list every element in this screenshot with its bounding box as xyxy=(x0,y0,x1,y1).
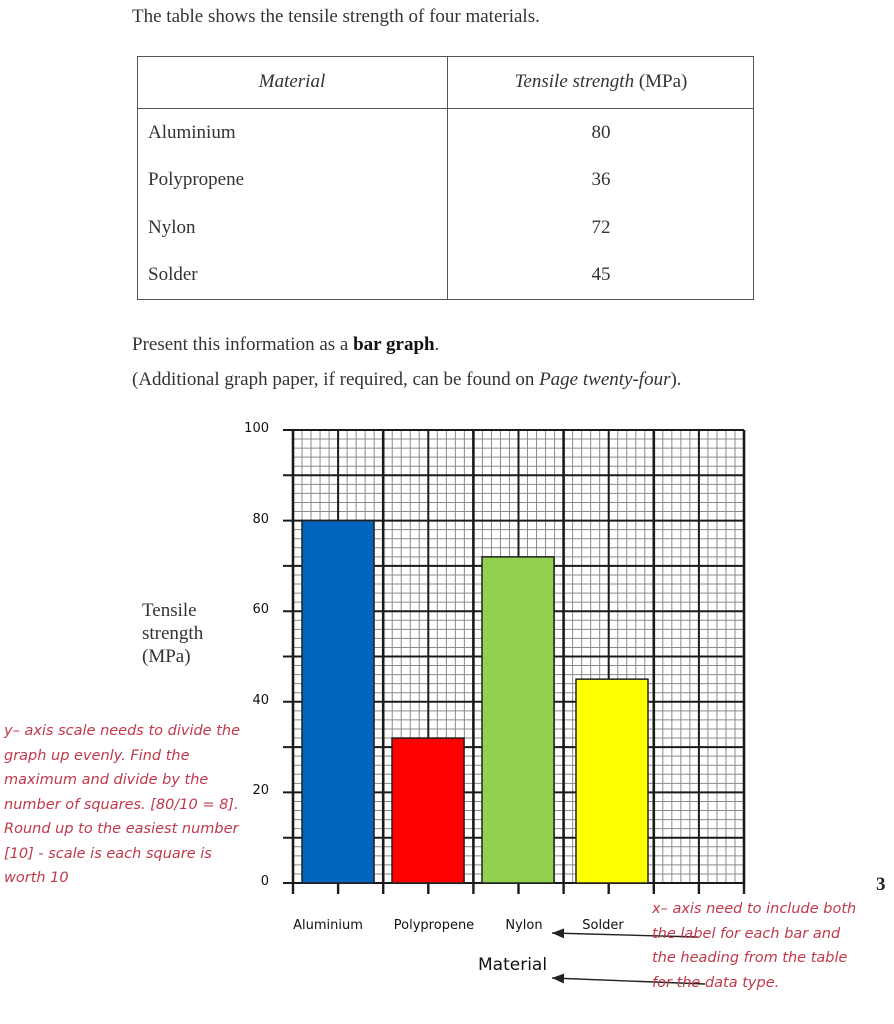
strength-cell: 80 xyxy=(591,121,611,143)
question-emphasis: bar graph xyxy=(353,334,435,355)
bar-solder xyxy=(576,679,648,883)
x-note-line: for the data type. xyxy=(652,974,780,991)
y-tick-label: 40 xyxy=(252,692,269,708)
additional-paper-text-end: ). xyxy=(670,369,682,390)
header-strength-unit: (MPa) xyxy=(634,71,688,92)
y-tick-label: 60 xyxy=(252,602,269,618)
bar-polypropene xyxy=(392,738,464,883)
page-number: 3 xyxy=(876,874,886,895)
x-category-label: Solder xyxy=(582,918,624,933)
x-note-line: the label for each bar and xyxy=(652,925,841,942)
y-axis-label: Tensile strength (MPa) xyxy=(142,600,204,667)
question-text: Present this information as a xyxy=(132,334,354,355)
material-cell: Aluminium xyxy=(137,109,448,157)
question-text-end: . xyxy=(434,334,440,355)
strength-cell: 36 xyxy=(591,169,611,191)
x-category-label: Aluminium xyxy=(293,918,363,933)
y-tick-label: 0 xyxy=(260,874,269,889)
strength-cell: 72 xyxy=(591,216,611,238)
intro-text: The table shows the tensile strength of four materials. xyxy=(132,6,540,27)
x-note-line: x– axis need to include both xyxy=(652,901,857,917)
material-cell: Solder xyxy=(137,252,448,300)
y-tick-label: 100 xyxy=(244,421,269,436)
y-axis-annotation: y– axis scale needs to divide the graph up evenly. Find the maximum and divide by the number of squares. [80/10 = 8]. Round up to the easiest number [10] - scale is each square is worth 10 xyxy=(4,723,241,886)
x-axis-title: Material xyxy=(478,955,548,975)
page-reference: Page twenty-four xyxy=(539,369,671,390)
arrow-to-axis-title-head xyxy=(552,973,564,983)
x-category-label: Nylon xyxy=(505,918,543,933)
x-axis-annotation xyxy=(652,897,892,995)
strength-cell: 45 xyxy=(591,264,611,286)
additional-paper-text: (Additional graph paper, if required, can be found on xyxy=(132,369,540,390)
y-tick-label: 20 xyxy=(252,783,269,799)
header-strength-label: Tensile strength xyxy=(514,71,635,92)
material-cell: Nylon xyxy=(137,204,448,252)
material-cell: Polypropene xyxy=(137,157,448,205)
x-category-label: Polypropene xyxy=(393,918,475,933)
y-tick-label: 80 xyxy=(252,511,269,527)
bar-nylon xyxy=(482,557,554,883)
x-note-line: the heading from the table xyxy=(652,950,848,966)
header-material: Material xyxy=(137,56,448,109)
bar-aluminium xyxy=(302,521,374,883)
